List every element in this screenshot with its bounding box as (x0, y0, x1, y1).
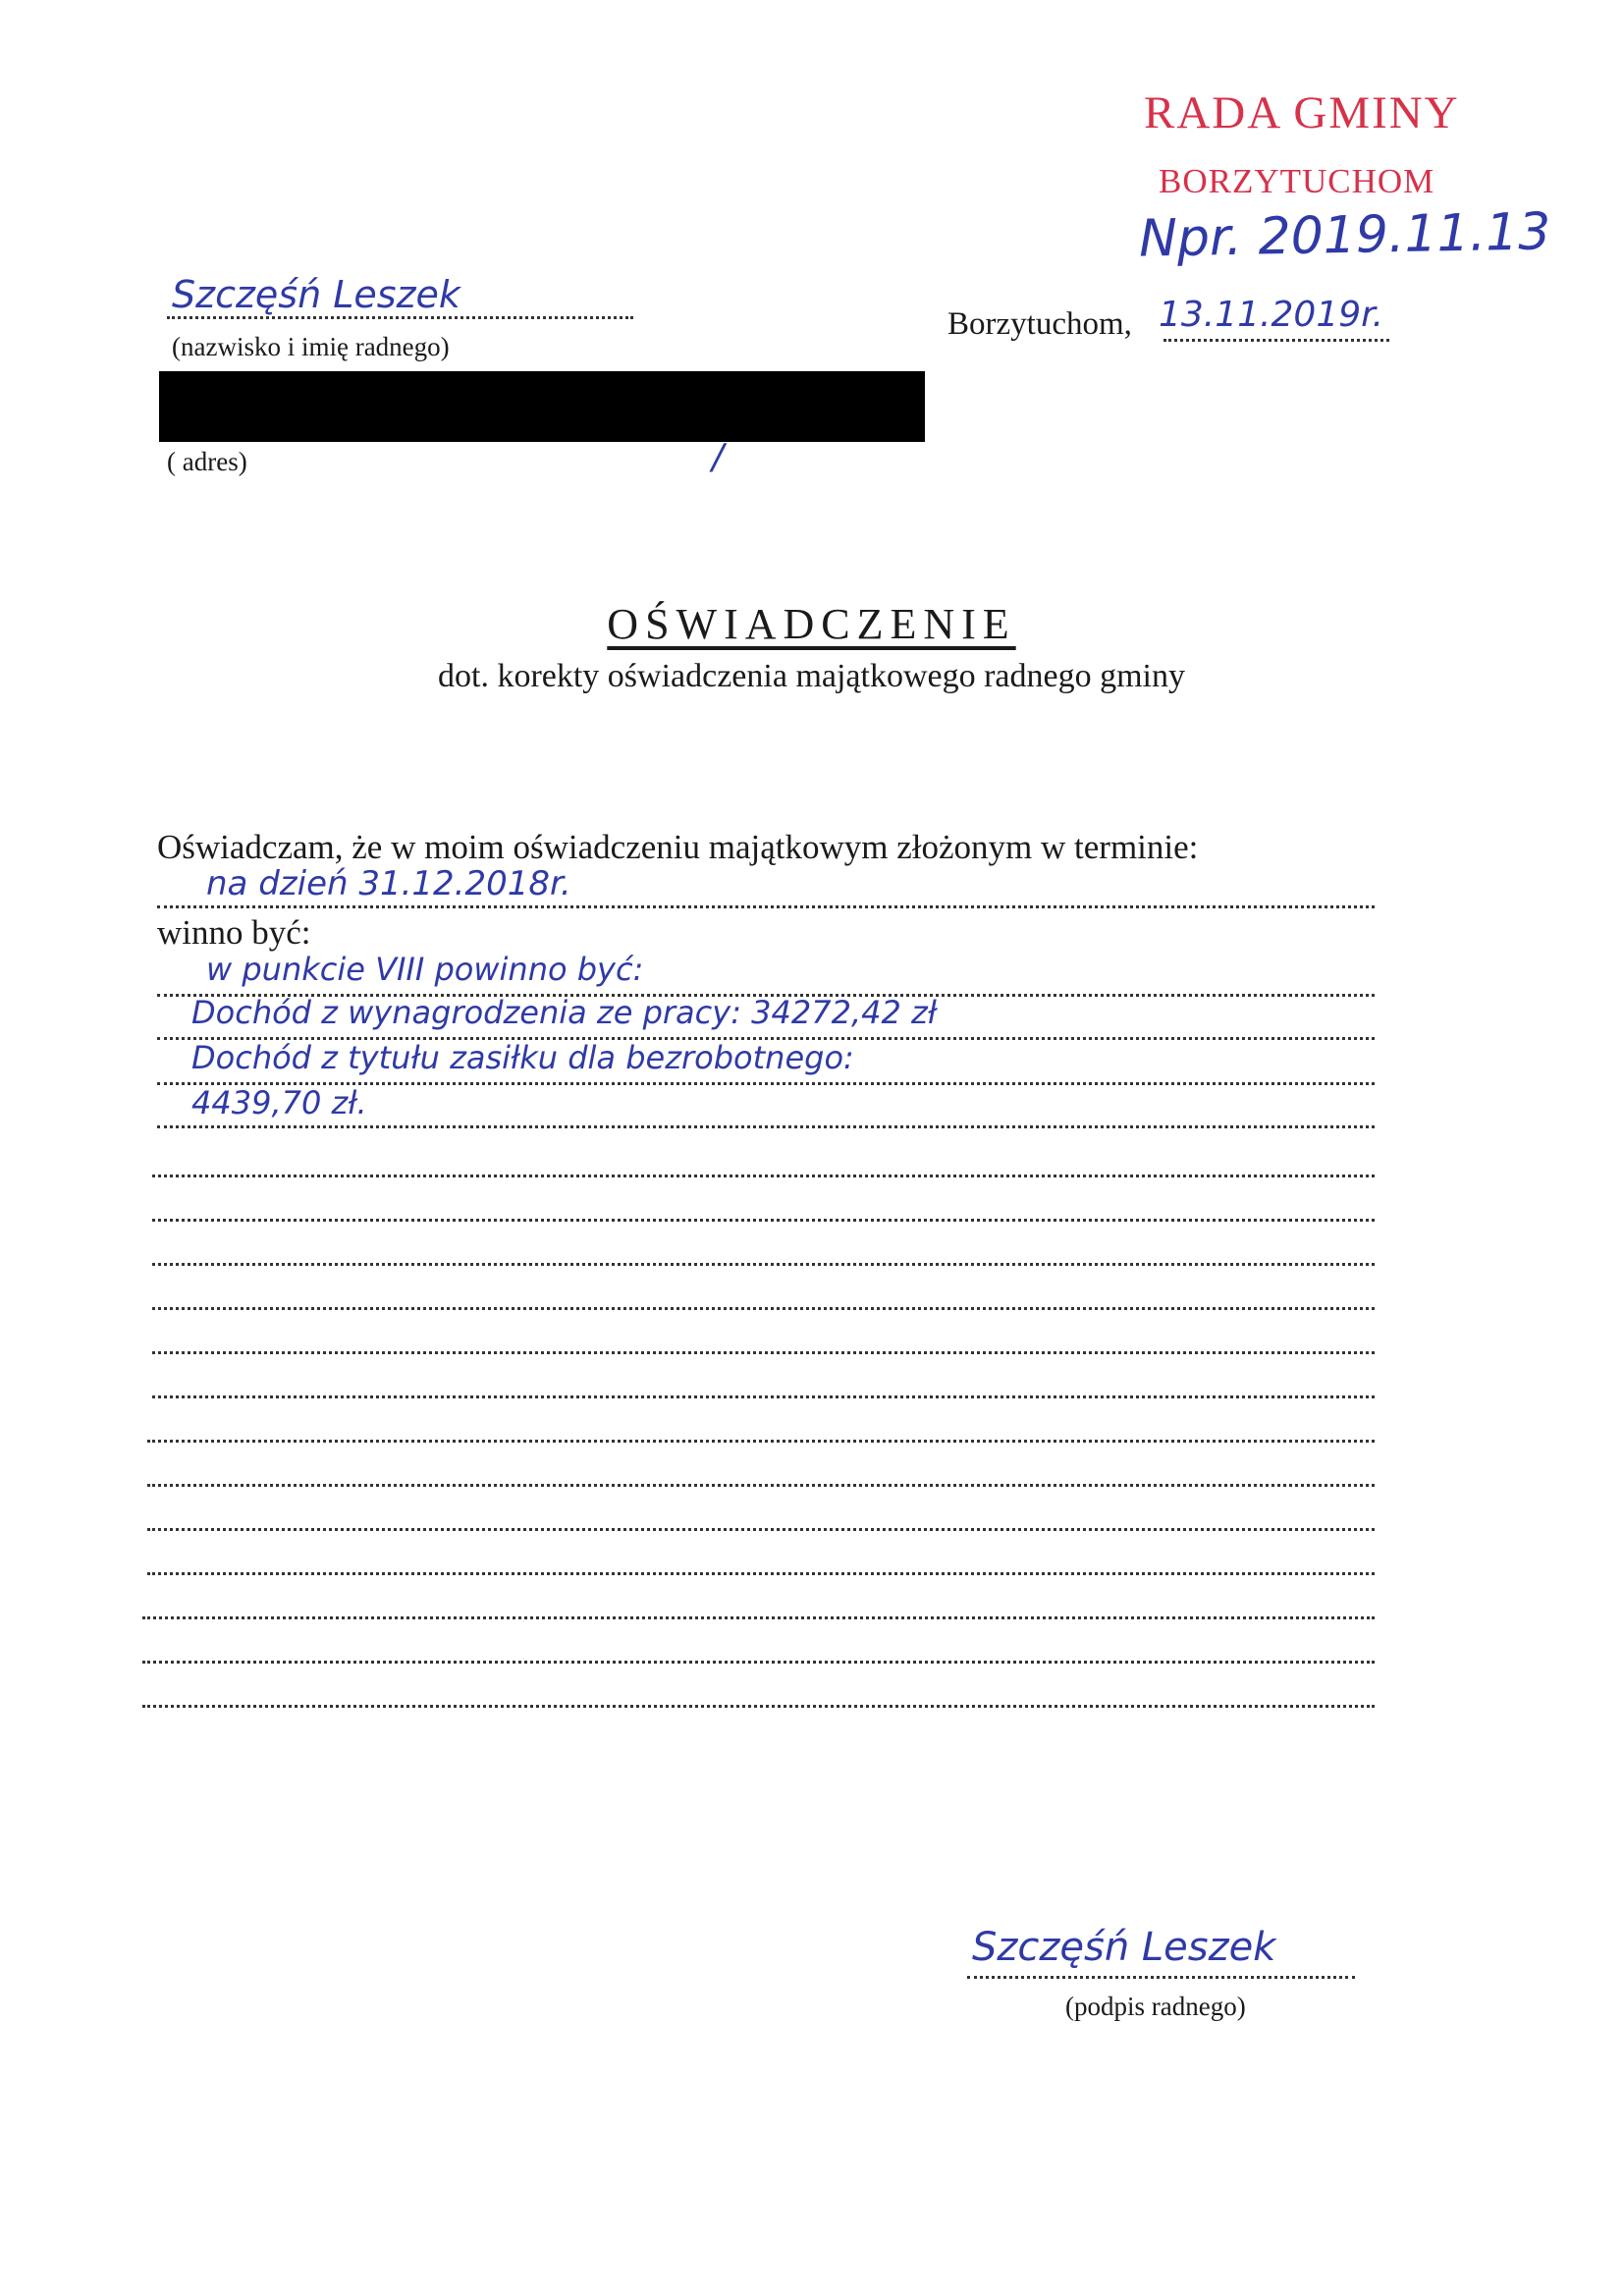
dotted-line-6 (152, 1219, 1375, 1222)
dotted-line-11 (147, 1440, 1375, 1443)
dotted-line-12 (147, 1484, 1375, 1487)
dotted-line-15 (142, 1616, 1375, 1619)
dotted-line-16 (142, 1661, 1375, 1664)
dotted-line-8 (152, 1307, 1375, 1310)
document-subtitle: dot. korekty oświadczenia majątkowego radnego gminy (438, 658, 1185, 694)
signature-dotted-line (967, 1976, 1355, 1979)
term-dotted-line (157, 905, 1375, 908)
statement-intro: Oświadczam, że w moim oświadczeniu majątkowym złożonym w terminie: (157, 828, 1199, 866)
correction-line-4: 4439,70 zł. (191, 1084, 367, 1121)
dotted-line-13 (147, 1528, 1375, 1531)
signature-value: Szczęśń Leszek (972, 1925, 1276, 1970)
stamp-handwritten-date: Npr. 2019.11.13 (1138, 202, 1551, 269)
date-value: 13.11.2019r. (1159, 295, 1384, 335)
dotted-line-5 (152, 1175, 1375, 1177)
dotted-line-10 (152, 1395, 1375, 1398)
address-stroke-mark: / (712, 437, 725, 477)
place-label: Borzytuchom, (947, 306, 1132, 342)
signature-label: (podpis radnego) (1065, 1992, 1246, 2021)
dotted-line-17 (142, 1705, 1375, 1708)
correction-line-2: Dochód z wynagrodzenia ze pracy: 34272,42 zł (191, 994, 937, 1031)
correction-line-1: w punkcie VIII powinno być: (206, 951, 644, 988)
name-label: (nazwisko i imię radnego) (172, 332, 450, 361)
term-value: na dzień 31.12.2018r. (206, 864, 571, 903)
dotted-line-4 (157, 1125, 1375, 1128)
correction-line-3: Dochód z tytułu zasiłku dla bezrobotnego: (191, 1039, 854, 1076)
should-be-label: winno być: (157, 913, 311, 952)
address-redaction (159, 371, 925, 442)
dotted-line-7 (152, 1263, 1375, 1266)
dotted-line-9 (152, 1351, 1375, 1354)
name-value: Szczęśń Leszek (172, 273, 460, 316)
address-label: ( adres) (167, 447, 247, 476)
date-dotted-line (1163, 339, 1389, 342)
name-dotted-line (167, 316, 633, 319)
stamp-council-name: RADA GMINY (1144, 87, 1460, 138)
document-title: OŚWIADCZENIE (607, 600, 1016, 648)
stamp-municipality-name: BORZYTUCHOM (1159, 162, 1435, 200)
dotted-line-14 (147, 1572, 1375, 1575)
